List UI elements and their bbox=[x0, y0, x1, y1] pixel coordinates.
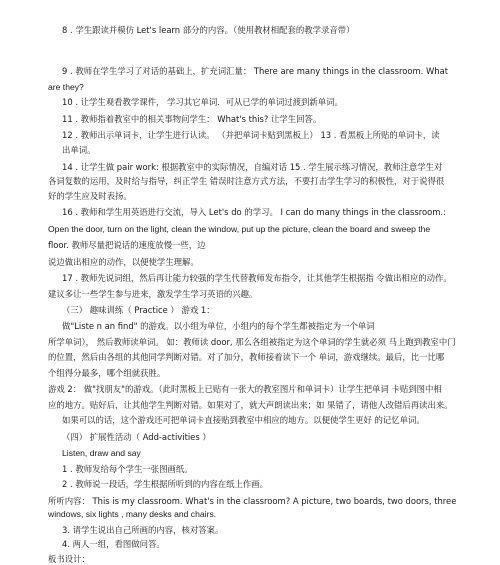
text-line-item-16-cont-1: Open the door, turn on the light, clean the window, put up the picture, clean the board and sweep the bbox=[48, 224, 431, 234]
text-line-item-16-cont-3: 说边做出相应的动作，以便使学生理解。 bbox=[48, 257, 199, 267]
text-line-item-17: 17 . 教师先说词组，然后再让能力较强的学生代替教师发布指令，让其他学生根据指 令做出相应的动作。 bbox=[62, 273, 452, 283]
text-line-item-9: 9 . 教师在学生学习了对话的基础上，扩充词汇量： There are many things in the classroom. What bbox=[62, 66, 448, 76]
text-line-item-12-cont: 出单词。 bbox=[62, 145, 96, 155]
text-line-item-14-cont-2: 好的学生应及时表扬。 bbox=[48, 191, 132, 201]
text-line-item-14-cont-1: 各词复数的运用，及时给与指导，纠正学生 错误时注意方式方法，不要打击学生学习的积极性，对于说得很 bbox=[48, 176, 445, 186]
text-line-activity-2: 2 . 教师说一段话，学生根据所听到的内容在纸上作画。 bbox=[62, 479, 268, 489]
text-line-game-1-cont-2: 的位置，然后由各组的其他同学判断对错。对了加分，教师接着读下一个 单词，游戏继续。最后，比一比哪 bbox=[48, 352, 445, 362]
text-line-game-1: 做"Liste n an find" 的游戏。以小组为单位，小组内的每个学生都被指定为一个单词 bbox=[62, 321, 375, 331]
text-line-listen-draw-say: Listen, draw and say bbox=[62, 448, 141, 458]
text-line-game-1-cont-3: 个组得分最多，哪个组就获胜。 bbox=[48, 368, 166, 378]
text-line-game-2: 游戏 2： 做"找朋友"的游戏。（此时黑板上已贴有一张大的教室图片和单词卡）让学生把单词 卡贴到图中相 bbox=[48, 384, 442, 394]
text-line-listening-content: 所听内容： This is my classroom. What's in the classroom? A picture, two boards, two doors, three bbox=[48, 496, 457, 506]
section-heading-practice: （三） 趣味训练（ Practice ） 游戏 1： bbox=[62, 305, 215, 315]
text-line-item-12: 12 . 教师出示单词卡，让学生进行认读。 （并把单词卡贴到黑板上） 13 . 看黑板上所贴的单词卡，读 bbox=[62, 130, 440, 140]
section-heading-add-activities: （四） 扩展性活动（ Add-activities ） bbox=[62, 432, 211, 442]
text-line-activity-1: 1 . 教师发给每个学生一张图画纸。 bbox=[62, 464, 193, 474]
text-line-item-14: 14 . 让学生做 pair work: 根据教室中的实际情况，自编对话 15 . 学生展示练习情况，教师注意学生对 bbox=[62, 162, 443, 172]
text-line-listening-content-cont: windows, six lights , many desks and chairs. bbox=[48, 509, 217, 519]
text-line-item-16-cont-2: floor. 教师尽量把说话的速度放慢一些，边 bbox=[48, 240, 206, 250]
text-line-item-16: 16 . 教师和学生用英语进行交流，导入 Let's do 的学习。 I can do many things in the classroom.: bbox=[62, 207, 446, 217]
text-line-item-8: 8 . 学生跟读并模仿 Let's learn 部分的内容。（使用教材相配套的教学录音带） bbox=[62, 25, 355, 35]
text-line-item-17-cont: 建议多让一些学生参与进来，激发学生学习英语的兴趣。 bbox=[48, 289, 258, 299]
text-line-board-design: 板书设计： bbox=[48, 554, 90, 564]
text-line-activity-3: 3. 请学生说出自己所画的内容，核对答案。 bbox=[62, 525, 224, 535]
text-line-item-9-cont: are they? bbox=[48, 82, 84, 92]
text-line-game-2-cont-2: 如果可以的话，这个游戏还可把单词卡直接贴到教室中相应的地方。以便使学生更好 的记忆单词。 bbox=[62, 415, 425, 425]
text-line-activity-4: 4. 两人一组，看图做问答。 bbox=[62, 539, 165, 549]
text-line-item-11: 11 . 教师指着教室中的相关事物问学生： What's this? 让学生回答。 bbox=[62, 114, 322, 124]
text-line-game-2-cont-1: 应的地方。贴好后，让其他学生判断对错。如果对了，就大声朗读出来；如 果错了，请他人改错后再读出来。 bbox=[48, 400, 453, 410]
text-line-game-1-cont-1: 所学单词）， 然后教师读单词。 如：教师读 door, 那么各组被指定为这个单词的学生就必须 马上跑到教室中门 bbox=[48, 337, 456, 347]
text-line-item-10: 10 . 让学生观看教学课件， 学习其它单词．可从已学的单词过渡到新单词。 bbox=[62, 97, 343, 107]
